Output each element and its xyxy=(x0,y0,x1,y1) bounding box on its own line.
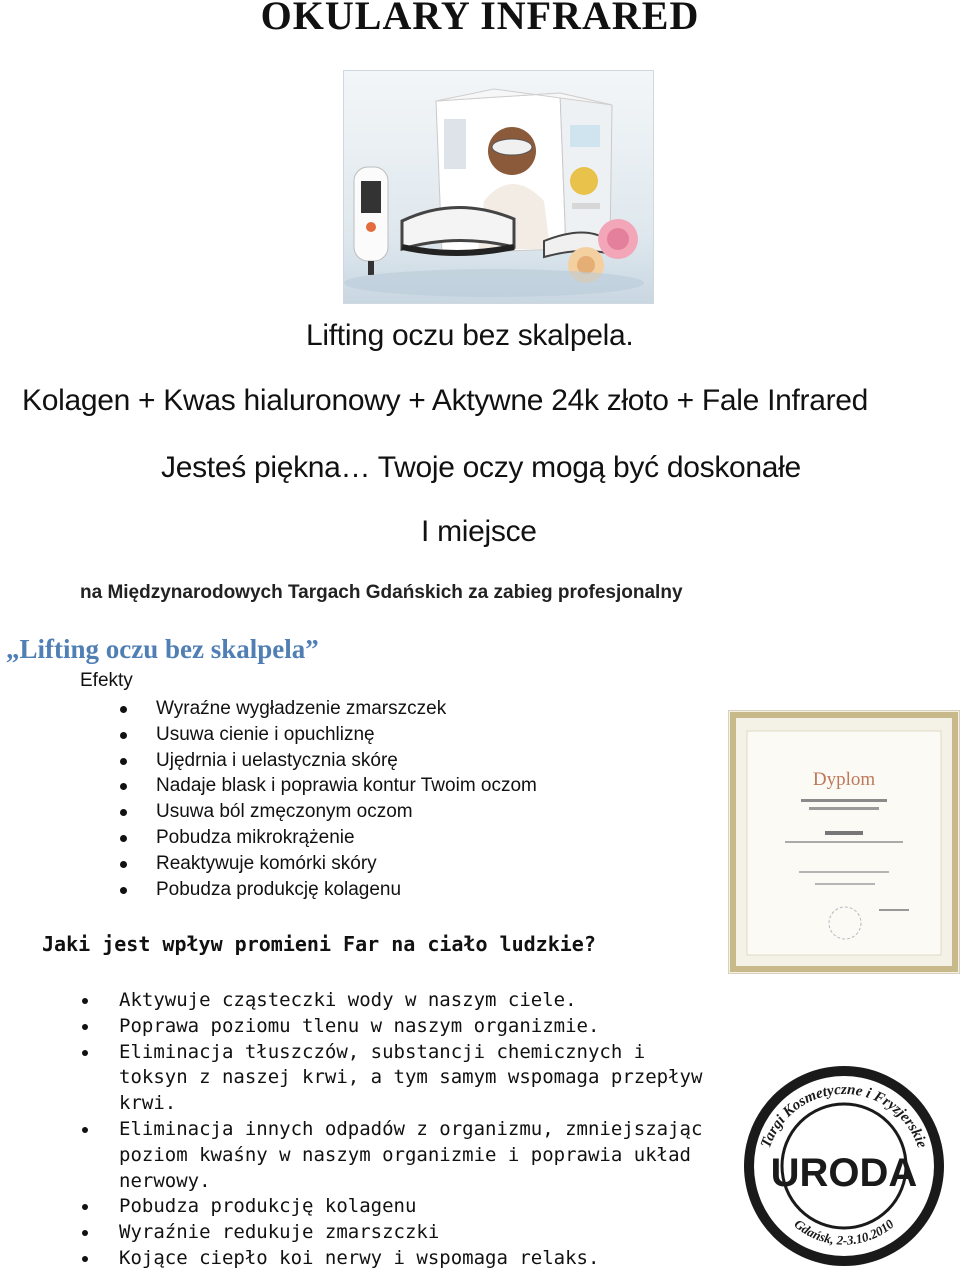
list-item: Eliminacja innych odpadów z organizmu, zmniejszając poziom kwaśny w naszym organizmie i poprawia układ nerwowy. xyxy=(82,1117,712,1194)
list-item: Kojące ciepło koi nerwy i wspomaga relaks. xyxy=(82,1246,712,1272)
diploma-title: Dyplom xyxy=(812,769,876,790)
list-item: Pobudza produkcję kolagenu xyxy=(120,877,537,903)
product-photo xyxy=(343,70,654,304)
list-item: Wyraźnie redukuje zmarszczki xyxy=(82,1220,712,1246)
effects-list xyxy=(120,696,537,902)
headline-lifting: Lifting oczu bez skalpela. xyxy=(306,319,634,352)
seal-bottom-text: Gdańsk, 2-3.10.2010 xyxy=(791,1216,897,1248)
list-item: Aktywuje cząsteczki wody w naszym ciele. xyxy=(82,988,712,1014)
list-item: Pobudza produkcję kolagenu xyxy=(82,1194,712,1220)
list-item: Usuwa cienie i opuchliznę xyxy=(120,722,537,748)
far-question: Jaki jest wpływ promieni Far na ciało ludzkie? xyxy=(42,932,596,956)
far-effects-list xyxy=(82,988,712,1272)
headline-ingredients: Kolagen + Kwas hialuronowy + Aktywne 24k złoto + Fale Infrared xyxy=(22,384,869,417)
list-item: Nadaje blask i poprawia kontur Twoim oczom xyxy=(120,773,537,799)
headline-first-place: I miejsce xyxy=(421,515,537,548)
list-item: Pobudza mikrokrążenie xyxy=(120,825,537,851)
list-item: Reaktywuje komórki skóry xyxy=(120,851,537,877)
diploma-image xyxy=(728,710,960,974)
list-item: Wyraźne wygładzenie zmarszczek xyxy=(120,696,537,722)
list-item: Eliminacja tłuszczów, substancji chemicznych i toksyn z naszej krwi, a tym samym wspomaga przepływ krwi. xyxy=(82,1040,712,1117)
uroda-seal xyxy=(736,1062,952,1270)
effects-label: Efekty xyxy=(80,670,133,691)
headline-beautiful: Jesteś piękna… Twoje oczy mogą być doskonałe xyxy=(161,451,801,484)
page-title: OKULARY INFRARED xyxy=(260,0,700,38)
award-subline: na Międzynarodowych Targach Gdańskich za zabieg profesjonalny xyxy=(80,582,683,603)
seal-arc-text: Targi Kosmetyczne i Fryzjerskie xyxy=(758,1081,930,1151)
treatment-name: „Lifting oczu bez skalpela” xyxy=(6,634,319,664)
list-item: Usuwa ból zmęczonym oczom xyxy=(120,799,537,825)
list-item: Ujędrnia i uelastycznia skórę xyxy=(120,748,537,774)
seal-brand: URODA xyxy=(770,1151,918,1195)
list-item: Poprawa poziomu tlenu w naszym organizmie. xyxy=(82,1014,712,1040)
